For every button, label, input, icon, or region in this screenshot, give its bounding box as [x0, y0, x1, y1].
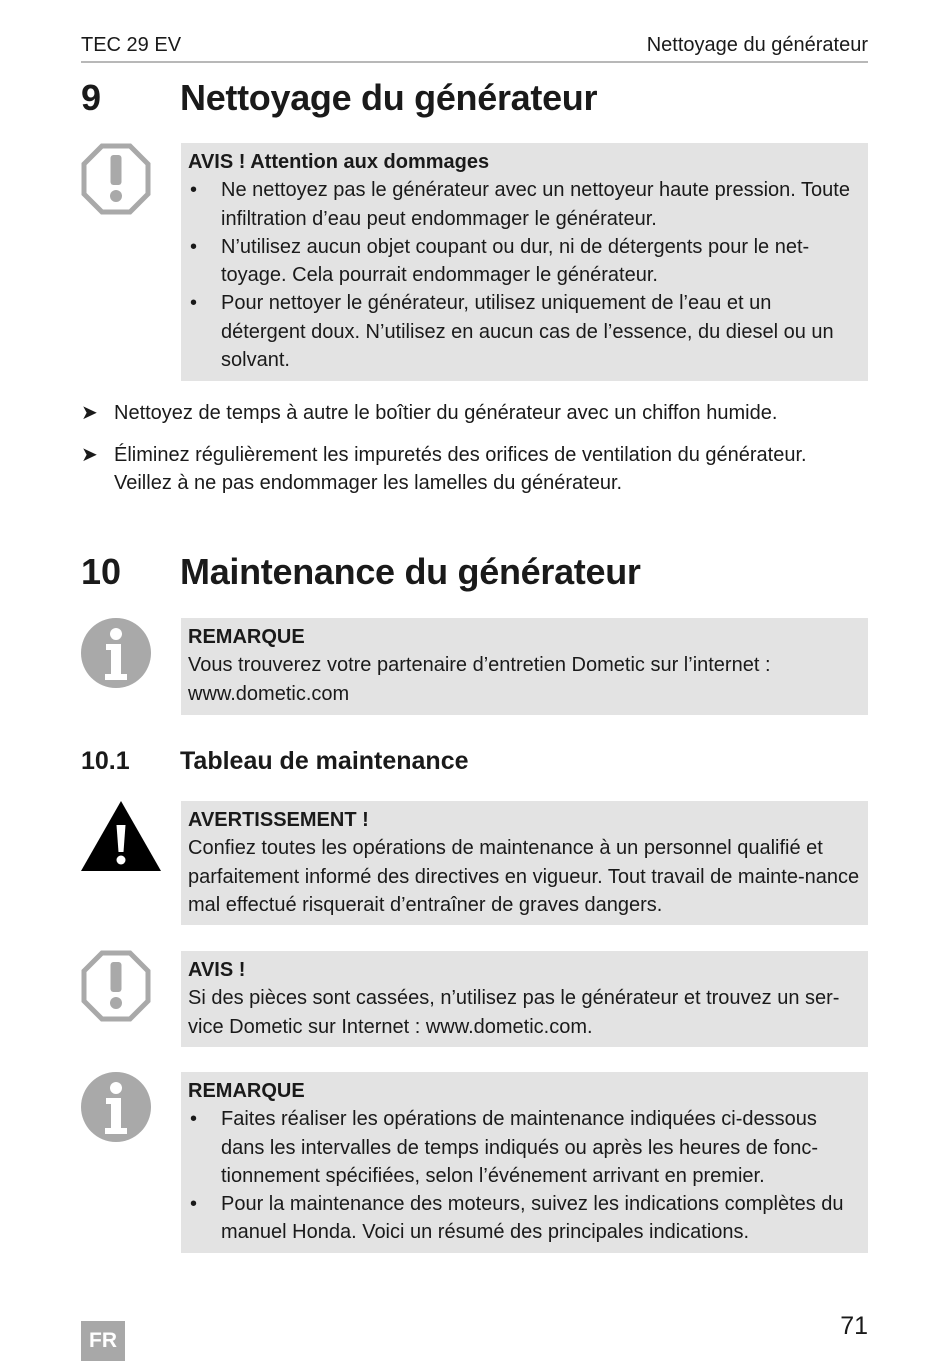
notice-box	[181, 951, 868, 1047]
arrow-right-icon: ➤	[81, 444, 98, 466]
section-number: 9	[81, 77, 102, 118]
notice-list	[188, 176, 861, 374]
notice-title: AVIS ! Attention aux dommages	[188, 151, 490, 173]
warning-text: Confiez toutes les opérations de maintenance à un personnel qualifié et parfaitement informé des directives en vigueur. Tout travail de mainte-nance mal effectué risquerait d’entraîner de graves dangers.	[188, 837, 860, 916]
warning-triangle-icon	[80, 800, 162, 872]
notice-text: Si des pièces sont cassées, n’utilisez pas le générateur et trouvez un ser-vice Dometic sur Internet : www.dometic.com.	[188, 987, 840, 1038]
note-title: REMARQUE	[188, 1080, 305, 1102]
notice-title: AVIS !	[188, 959, 246, 981]
note-box	[181, 1072, 868, 1253]
running-header	[81, 30, 868, 63]
arrow-right-icon: ➤	[81, 402, 98, 424]
subsection-number: 10.1	[81, 747, 130, 775]
section-number: 10	[81, 551, 122, 592]
info-circle-icon	[81, 618, 151, 688]
warning-box	[181, 801, 868, 925]
section-title: Maintenance du générateur	[180, 551, 641, 592]
list-item: • N’utilisez aucun objet coupant ou dur, ni de détergents pour le net-toyage. Cela pourrait endommager le générateur.	[188, 233, 861, 290]
instruction-step	[81, 441, 868, 498]
notice-octagon-icon	[81, 950, 151, 1022]
step-text: Nettoyez de temps à autre le boîtier du générateur avec un chiffon humide.	[114, 402, 778, 424]
list-item: • Pour la maintenance des moteurs, suivez les indications complètes du manuel Honda. Voici un résumé des principales indications.	[188, 1190, 861, 1247]
header-section-title: Nettoyage du générateur	[646, 34, 868, 56]
list-item: • Ne nettoyez pas le générateur avec un nettoyeur haute pression. Toute infiltration d’eau peut endommager le générateur.	[188, 176, 861, 233]
notice-octagon-icon	[81, 143, 151, 215]
section-title: Nettoyage du générateur	[180, 77, 598, 118]
info-circle-icon	[81, 1072, 151, 1142]
language-tab: FR	[81, 1321, 125, 1361]
page-number: 71	[840, 1312, 868, 1340]
note-title: REMARQUE	[188, 626, 305, 648]
notice-box	[181, 143, 868, 381]
note-list	[188, 1105, 861, 1246]
subsection-title: Tableau de maintenance	[180, 747, 469, 775]
list-item: • Faites réaliser les opérations de maintenance indiquées ci-dessous dans les intervalles de temps indiqués ou après les heures de fonc-tionnement spécifiées, selon l’événement arrivant en premier.	[188, 1105, 861, 1190]
warning-title: AVERTISSEMENT !	[188, 809, 369, 831]
header-product-name: TEC 29 EV	[81, 34, 182, 56]
instruction-step	[81, 399, 868, 427]
note-text: Vous trouverez votre partenaire d’entretien Dometic sur l’internet : www.dometic.com	[188, 654, 771, 705]
list-item: • Pour nettoyer le générateur, utilisez uniquement de l’eau et un détergent doux. N’utilisez en aucun cas de l’essence, du diesel ou un solvant.	[188, 289, 861, 374]
note-box	[181, 618, 868, 715]
step-text: Éliminez régulièrement les impuretés des orifices de ventilation du générateur. Veillez à ne pas endommager les lamelles du générateur.	[114, 444, 807, 495]
